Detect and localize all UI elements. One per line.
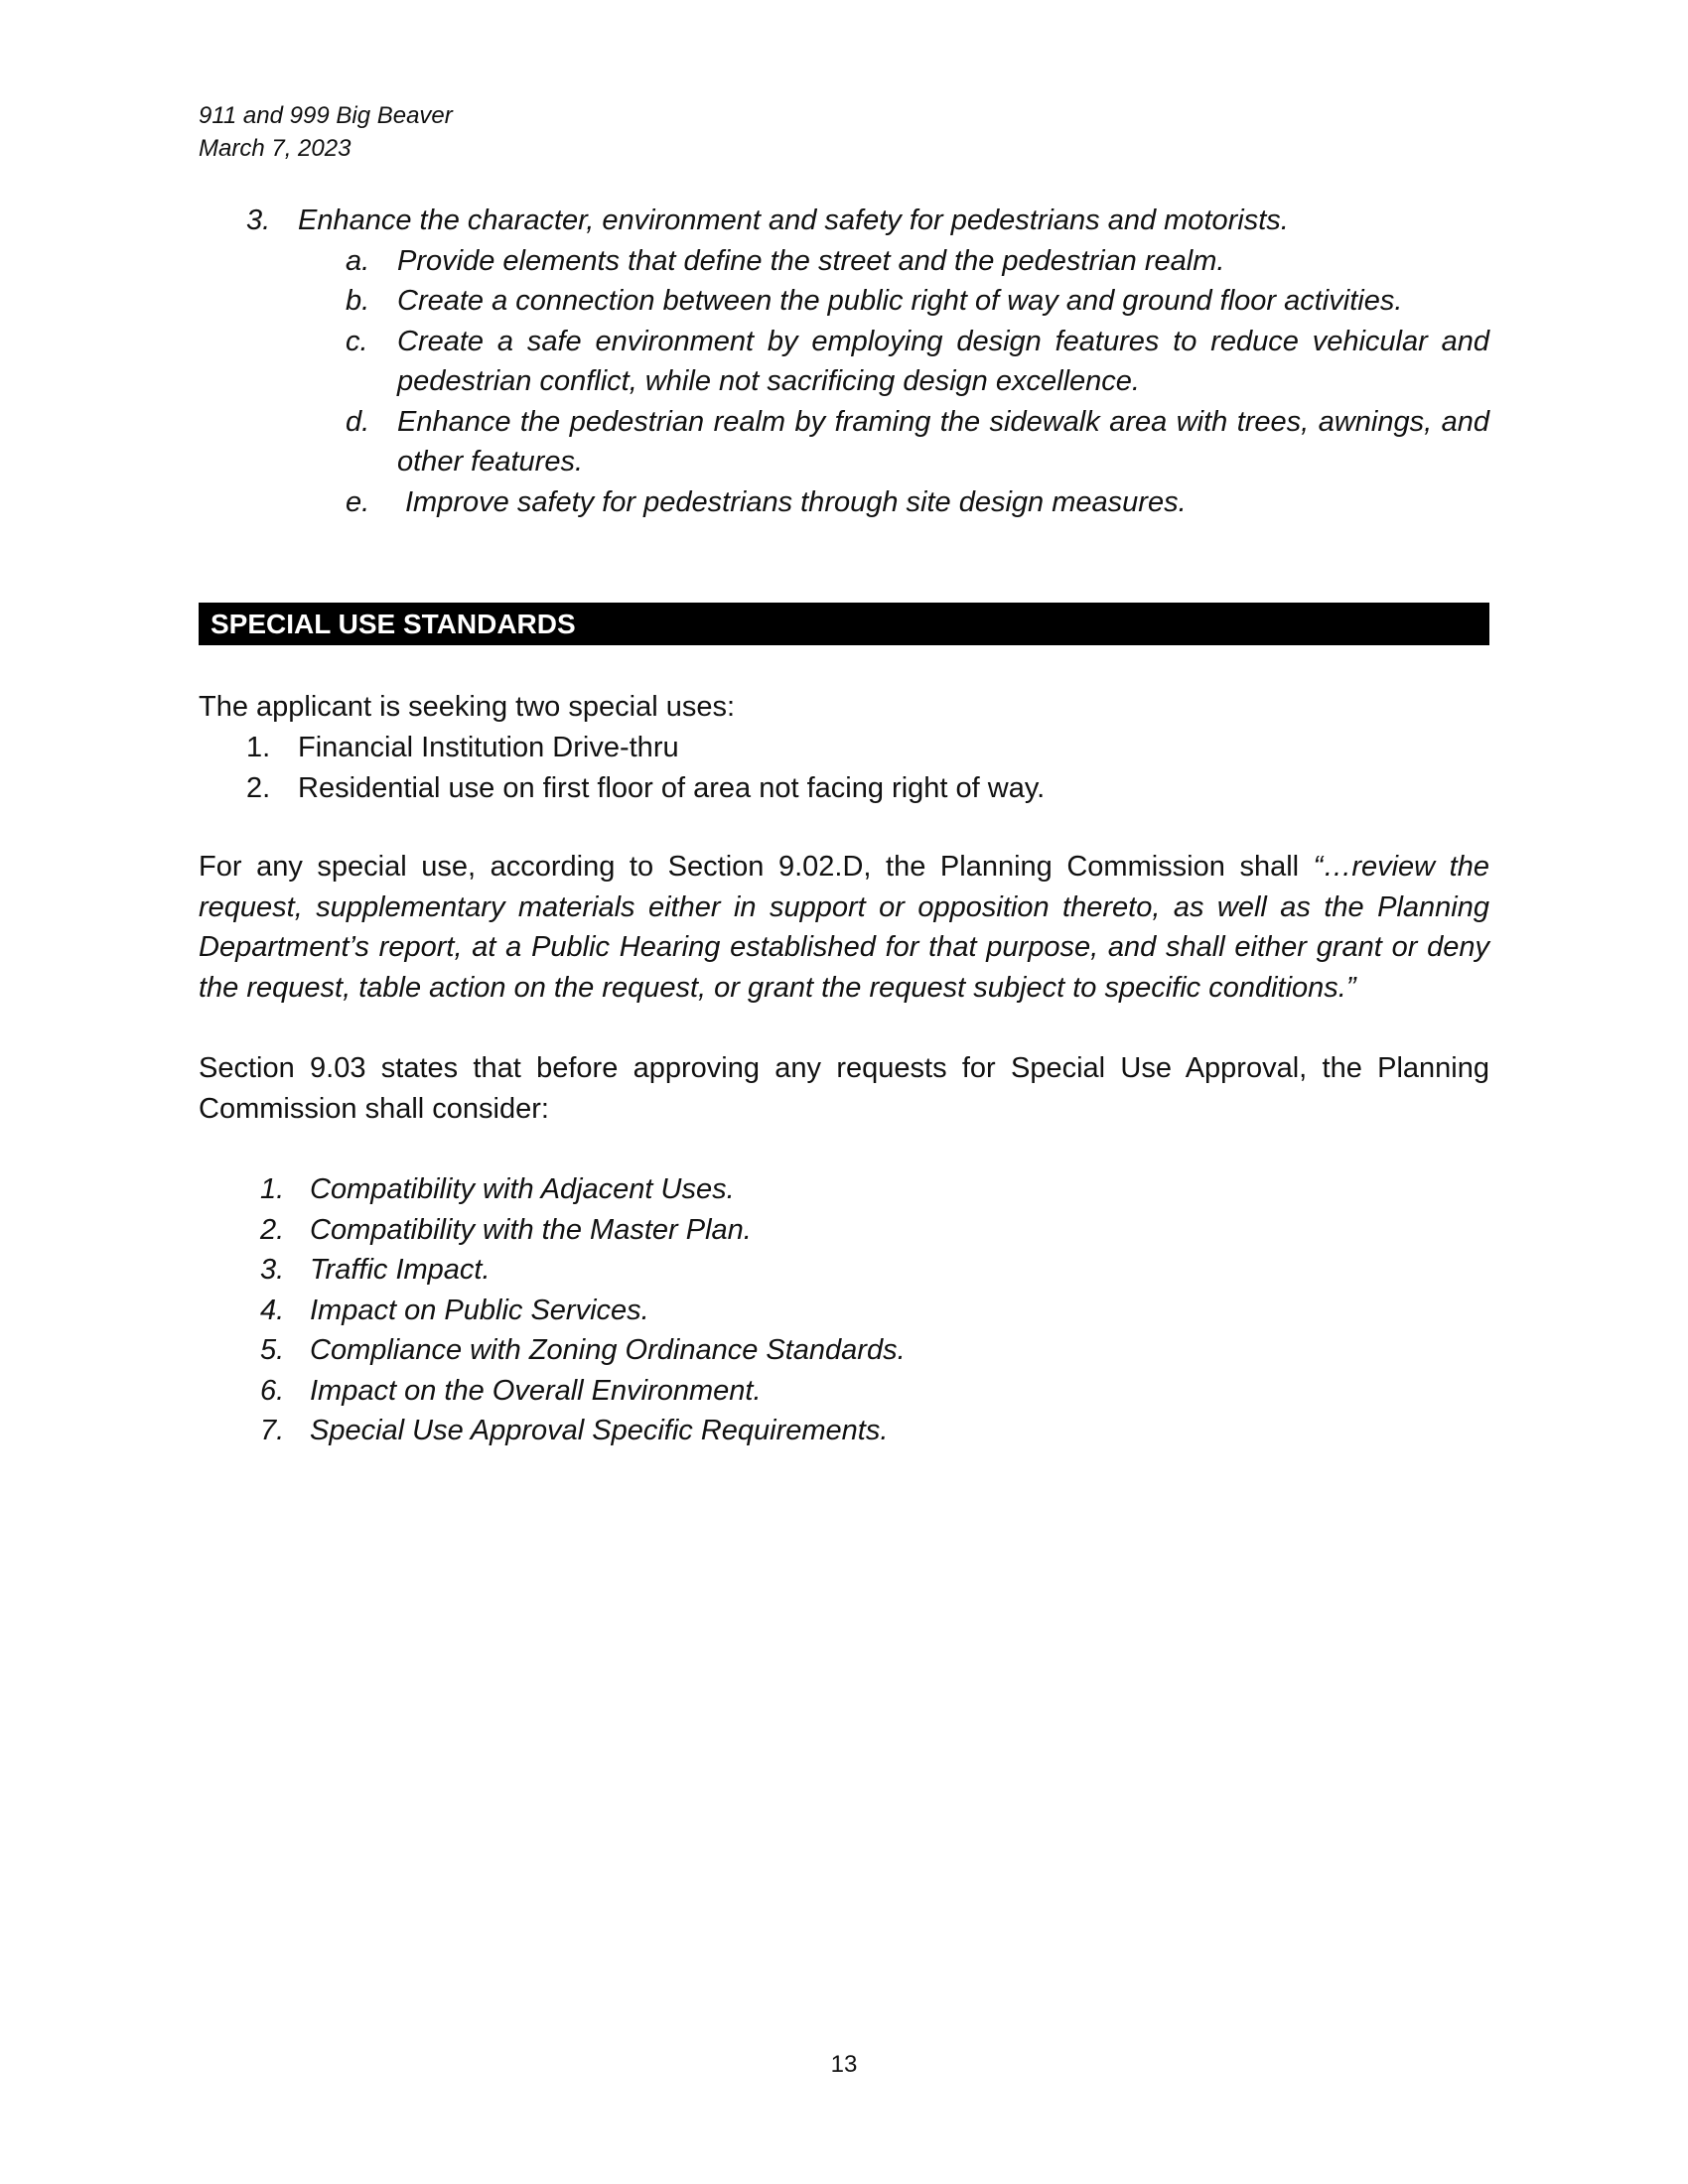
standards-list xyxy=(199,1169,1489,1451)
section-902d-paragraph xyxy=(199,847,1489,1008)
goal-number: 3. xyxy=(246,205,271,236)
special-uses-list xyxy=(199,728,1489,808)
goal-subitem-marker: c. xyxy=(346,325,368,357)
list-item xyxy=(199,1169,1489,1210)
goal-subitem xyxy=(199,402,1489,482)
list-number: 5. xyxy=(260,1334,285,1366)
list-item xyxy=(199,1250,1489,1291)
list-text: Residential use on first floor of area not facing right of way. xyxy=(298,771,1046,804)
header-date: March 7, 2023 xyxy=(199,135,352,162)
list-text: Impact on Public Services. xyxy=(310,1294,649,1326)
list-item xyxy=(199,1411,1489,1451)
ordinance-quote: “…review the request, supplementary materials either in support or opposition thereto, as well as the Planning Department’s report, at a Public Hearing established for that purpose, and shall either grant or deny the request, table action on the request, or grant the request subject to specific conditions.” xyxy=(199,851,1489,1004)
list-text: Traffic Impact. xyxy=(310,1254,491,1286)
section-heading-bar xyxy=(199,603,1489,645)
list-number: 3. xyxy=(260,1254,285,1286)
list-text: Impact on the Overall Environment. xyxy=(310,1374,762,1407)
section-title: SPECIAL USE STANDARDS xyxy=(211,609,576,639)
list-number: 4. xyxy=(260,1294,285,1326)
goal-subitem-text: Create a connection between the public right of way and ground floor activities. xyxy=(397,285,1403,317)
list-item xyxy=(199,1371,1489,1412)
list-item xyxy=(199,768,1489,809)
list-text: Financial Institution Drive-thru xyxy=(298,732,679,763)
goal-subitem xyxy=(199,322,1489,402)
page-header xyxy=(199,99,453,165)
header-project: 911 and 999 Big Beaver xyxy=(199,102,453,129)
list-text: Compatibility with Adjacent Uses. xyxy=(310,1173,735,1205)
list-number: 6. xyxy=(260,1374,285,1407)
list-item xyxy=(199,728,1489,768)
goal-item xyxy=(199,201,1489,241)
goal-subitem-marker: a. xyxy=(346,244,370,277)
goal-subitem-text: Create a safe environment by employing design features to reduce vehicular and pedestrian conflict, while not sacrificing design excellence. xyxy=(397,325,1489,397)
list-number: 7. xyxy=(260,1415,285,1446)
goal-subitem xyxy=(199,482,1489,523)
goal-subitem-text: Enhance the pedestrian realm by framing the sidewalk area with trees, awnings, and other features. xyxy=(397,405,1489,478)
list-number: 1. xyxy=(246,732,271,763)
goal-subitem xyxy=(199,281,1489,322)
list-text: Compliance with Zoning Ordinance Standards. xyxy=(310,1334,906,1366)
goal-text: Enhance the character, environment and safety for pedestrians and motorists. xyxy=(298,205,1289,236)
goal-subitem-marker: d. xyxy=(346,405,370,438)
page-number: 13 xyxy=(830,2051,858,2078)
list-text: Compatibility with the Master Plan. xyxy=(310,1213,752,1246)
special-uses-intro: The applicant is seeking two special uses: xyxy=(199,691,736,723)
goal-subitem-text: Improve safety for pedestrians through site design measures. xyxy=(405,485,1187,518)
list-item xyxy=(199,1210,1489,1251)
list-item xyxy=(199,1330,1489,1371)
goal-subitem-text: Provide elements that define the street and the pedestrian realm. xyxy=(397,244,1225,277)
paragraph-lead: For any special use, according to Section 9.02.D, the Planning Commission shall xyxy=(199,851,1314,883)
goal-subitem xyxy=(199,241,1489,282)
design-goal-list xyxy=(199,201,1489,522)
list-text: Special Use Approval Specific Requirements. xyxy=(310,1415,889,1446)
list-number: 2. xyxy=(260,1213,285,1246)
section-903-paragraph: Section 9.03 states that before approving any requests for Special Use Approval, the Planning Commission shall consider: xyxy=(199,1052,1489,1125)
list-number: 2. xyxy=(246,771,271,804)
goal-subitem-marker: b. xyxy=(346,285,370,317)
list-number: 1. xyxy=(260,1173,285,1205)
goal-subitem-marker: e. xyxy=(346,485,370,518)
list-item xyxy=(199,1291,1489,1331)
